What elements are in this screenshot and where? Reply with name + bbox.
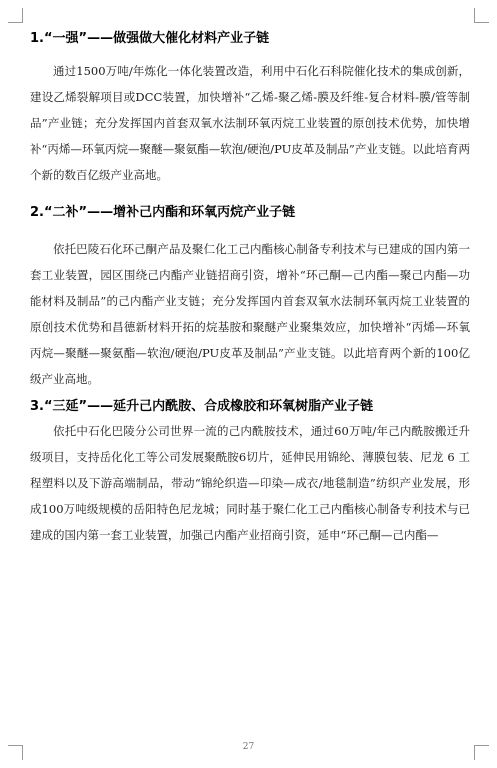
crop-mark-top-right [474,8,489,23]
section-2-paragraph: 依托巴陵石化环己酮产品及聚仁化工己内酯核心制备专利技术与已建成的国内第一套工业装置，园区围绕己内酯产业链招商引资，增补“环己酮—己内酯—聚己内酯—功能材料及制品”的己内酯产业支链；充分发挥国内首套双氧水法制环氧丙烷工业装置的原创技术优势和昌德新材料开拓的烷基胺和聚醚产业聚集效应，加快增补“丙烯—环氧丙烷—聚醚—聚氨酯—软泡/硬泡/PU皮革及制品”产业支链。以此培育两个新的100亿级产业高地。 [30,242,470,386]
section-3-heading: 3.“三延”——延升己内酰胺、合成橡胶和环氧树脂产业子链 [30,399,374,414]
section-1-heading: 1.“一强”——做强做大催化材料产业子链 [30,31,270,46]
section-1-paragraph: 通过1500万吨/年炼化一体化装置改造，利用中石化石科院催化技术的集成创新，建设乙烯裂解项目或DCC装置，加快增补“乙烯-聚乙烯-膜及纤维-复合材料-膜/管等制品”产业链；充分发挥国内首套双氧水法制环氧丙烷工业装置的原创技术优势，加快增补“丙烯—环氧丙烷—聚醚—聚氨酯—软泡/硬泡/PU皮革及制品”产业支链。以此培育两个新的数百亿级产业高地。 [30,64,470,182]
section-3-paragraph: 依托中石化巴陵分公司世界一流的己内酰胺技术，通过60万吨/年己内酰胺搬迁升级项目，支持岳化化工等公司发展聚酰胺6切片，延伸民用锦纶、薄膜包装、尼龙 6 工程塑料以及下游高端制品，带动“锦纶织造—印染—成衣/地毯制造”纺织产业发展，形成100万吨级规模的岳阳特色尼龙城；同时基于聚仁化工己内酯核心制备专利技术与已建成的国内第一套工业装置，加强己内酯产业招商引资，延申“环己酮—己内酯— [30,424,470,542]
crop-mark-top-left [8,8,23,23]
document-body [30,30,470,548]
section-2-heading: 2.“二补”——增补己内酯和环氧丙烷产业子链 [30,205,296,220]
page-number: 27 [242,742,255,752]
